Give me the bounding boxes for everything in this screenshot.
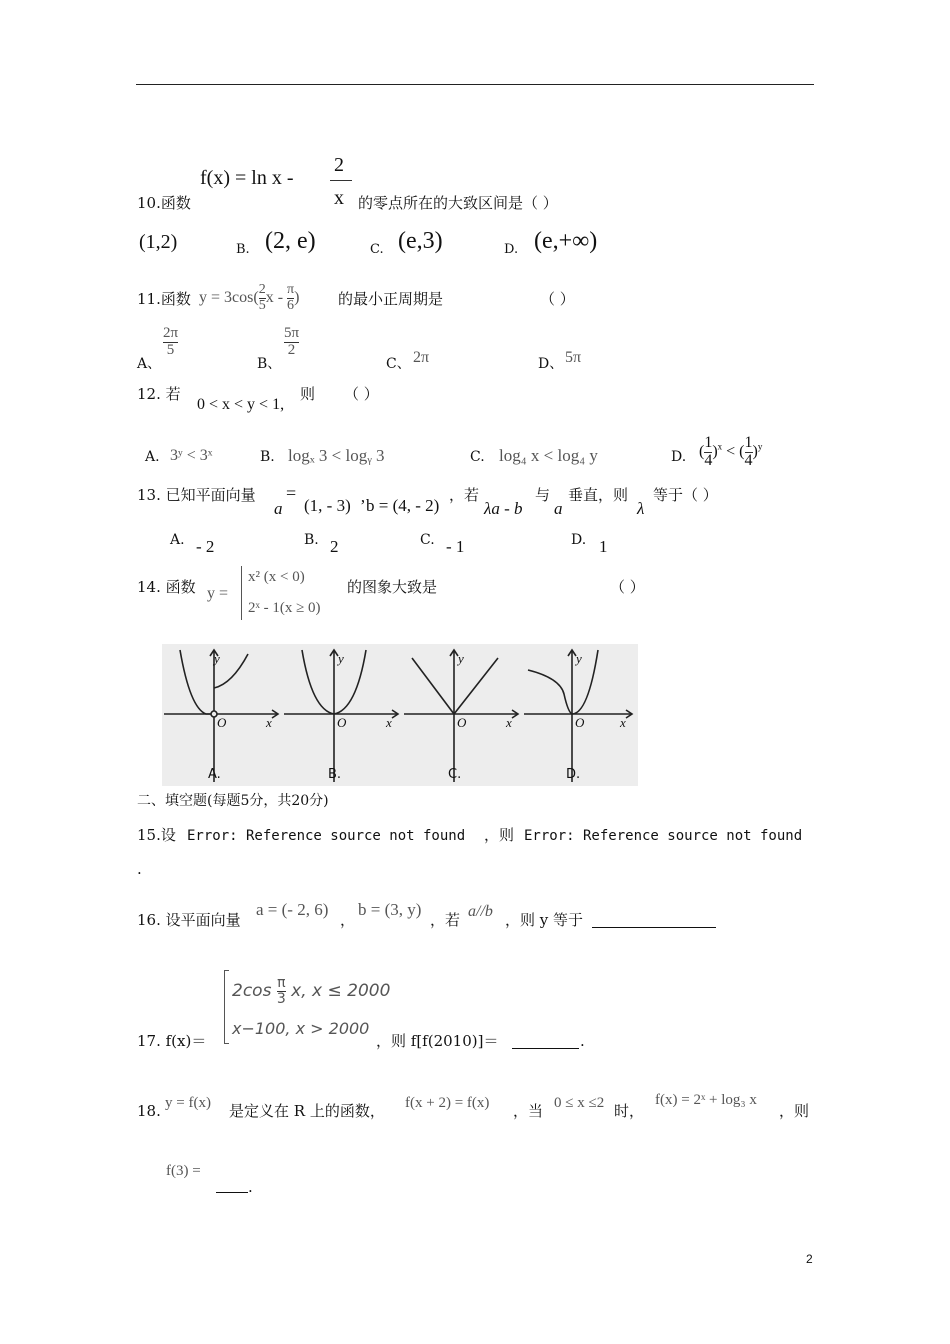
section-2-heading: 二、填空题(每题5分，共20分) [137,793,329,809]
q12-option-b-label: B. [260,449,275,465]
q12-option-c-label: C. [470,449,485,465]
q18-period: f(x + 2) = f(x) [405,1095,490,1111]
q18-text-4: ，则 [779,1102,810,1120]
q18-prefix: 18. [137,1102,161,1120]
q12-prefix: 12. 若 [137,385,181,403]
graph-c-x-label: x [506,715,512,730]
q14-graph-panel [162,644,638,786]
q10-option-c-label: C. [370,242,384,257]
q12-paren: （ ） [344,385,379,403]
q12-option-a: 3ʸ < 3ˣ [170,447,213,464]
q16-then: ，则 y 等于 [505,911,584,929]
q12-option-a-label: A. [145,449,160,465]
q10-formula [200,168,293,188]
q14-stem: 的图象大致是 [347,578,438,596]
q18-expression: f(x) = 2ˣ + log₃ x [655,1092,757,1108]
q11-option-a: $\frac{2\pi}{5}$ [163,325,179,358]
graph-b-origin: O [337,715,347,730]
q12-option-b: logₓ 3 < logᵧ 3 [288,446,385,465]
q10-option-a: (1,2) [139,231,178,253]
q13-with: 与 [535,486,551,504]
q17-case-2: x−100, x > 2000 [232,1019,370,1038]
q18-range: 0 ≤ x ≤2 [554,1095,605,1111]
q13-perpendicular: 垂直，则 [568,486,629,504]
q17-end: . [580,1032,585,1050]
q13-lambda: λ [637,499,645,518]
q18-text-3: 时， [614,1102,645,1120]
q17-prefix: 17. f(x)＝ [137,1032,207,1050]
q17-answer-blank[interactable] [512,1035,579,1049]
q14-graphs [162,644,638,786]
q14-paren: （ ） [610,578,645,596]
q13-option-c: - 1 [446,537,465,556]
graph-a-label: A. [208,767,221,782]
q16-parallel: a//b [468,903,493,920]
q13-equals: = [286,483,297,503]
q11-option-c: 2π [413,349,430,366]
graph-b-label: B. [328,767,342,782]
q10-formula-denominator: x [334,187,344,209]
q13-equals-text: 等于（ ） [653,486,718,504]
q13-a-value: (1, - 3) [304,496,351,515]
q12-then: 则 [300,385,316,403]
q14-y-equals: y = [207,585,229,602]
q14-prefix: 14. 函数 [137,578,196,596]
q15-prefix: 15.设 [137,826,176,844]
q11-option-a-label: A、 [137,356,162,372]
q10-option-b-label: B. [236,242,250,257]
graph-b-x-label: x [386,715,392,730]
q18-answer-blank[interactable] [216,1180,248,1193]
q13-option-d-label: D. [571,532,587,548]
q18-text-2: ，当 [513,1102,544,1120]
q10-option-c: (e,3) [398,228,443,254]
graph-c-y-label: y [458,651,464,666]
q13-option-d: 1 [599,537,608,556]
q12-option-d-label: D. [671,449,687,465]
q18-text-1: 是定义在 R 上的函数， [229,1102,385,1120]
q10-prefix: 10.函数 [137,194,191,212]
q10-formula-numerator: 2 [334,154,344,176]
q13-lambda-expr: λa - b [484,499,523,518]
q11-option-b-label: B、 [257,356,282,372]
q13-option-b: 2 [330,537,339,556]
graph-a-origin: O [217,715,227,730]
q12-option-c: log₄ x < log₄ y [499,446,598,465]
header-rule [136,84,814,85]
q11-option-b: $\frac{5\pi}{2}$ [284,325,300,358]
q18-end: . [248,1178,253,1196]
q17-case-1: 2cos $\frac{\pi}{3}$ x, x ≤ 2000 [232,975,391,1007]
q11-option-d: 5π [565,349,582,366]
q16-sep: ， [340,911,356,929]
q13-comma: ’ [360,496,366,515]
graph-d-origin: O [575,715,585,730]
q10-fraction-bar [330,180,352,181]
q17-brace [224,970,229,1044]
q11-option-d-label: D、 [538,356,564,372]
q12-option-d: ( $\frac{1}{4}$ )$^x$ < ( $\frac{1}{4}$ )$^y$ [699,434,763,469]
graph-d-label: D. [566,767,581,782]
q10-formula-left: f(x) = ln x - [200,167,294,189]
q10-stem: 的零点所在的大致区间是（ ） [358,194,558,212]
q13-option-b-label: B. [304,532,319,548]
q12-condition: 0 < x < y < 1, [197,396,285,413]
q10-option-d-label: D. [504,242,519,257]
q17-stem: ，则 f[f(2010)]＝ [376,1032,499,1050]
q11-stem: 的最小正周期是 [338,290,444,308]
graph-d-x-label: x [620,715,626,730]
q16-prefix: 16. 设平面向量 [137,911,241,929]
q14-case-2: 2ˣ - 1(x ≥ 0) [248,600,321,616]
q15-then: ，则 [484,826,515,844]
graph-a-left-curve [180,650,214,714]
q15-error-1: Error: Reference source not found [187,828,466,844]
q13-option-c-label: C. [420,532,435,548]
q13-if: ，若 [449,486,480,504]
q15-error-2: Error: Reference source not found [524,828,803,844]
q16-answer-blank[interactable] [592,914,716,928]
graph-d-y-label: y [576,651,582,666]
q11-prefix: 11.函数 [137,290,191,308]
graph-d-curve [528,650,598,714]
graph-a-y-label: y [214,651,220,666]
q16-if: ，若 [430,911,461,929]
q13-prefix: 13. 已知平面向量 [137,486,256,504]
q11-paren: （ ） [540,290,575,308]
q11-option-c-label: C、 [386,356,411,372]
graph-a-x-label: x [266,715,272,730]
graph-c-label: C. [448,767,462,782]
q13-vector-a: a [274,499,283,518]
page-number: 2 [806,1252,813,1266]
q13-vector-a-2: a [554,499,563,518]
q11-formula: y = 3cos( $\frac{2}{5}$ x - $\frac{\pi}{6}$ ) [199,282,300,313]
q18-ask: f(3) = [166,1163,201,1179]
graph-c-origin: O [457,715,467,730]
q13-option-a: - 2 [196,537,215,556]
q14-brace [241,566,242,620]
graph-b-y-label: y [338,651,344,666]
q10-option-d: (e,+∞) [534,228,598,254]
q13-option-a-label: A. [170,532,185,548]
graph-c-lines [412,658,498,714]
q14-case-1: x² (x < 0) [248,569,305,585]
q15-dot: . [137,860,142,878]
q18-function: y = f(x) [165,1095,211,1111]
q16-vector-a: a = (- 2, 6) [256,900,329,919]
q16-vector-b: b = (3, y) [358,900,422,919]
q13-vector-b: b = (4, - 2) [366,496,440,515]
q10-option-b: (2, e) [265,228,316,254]
